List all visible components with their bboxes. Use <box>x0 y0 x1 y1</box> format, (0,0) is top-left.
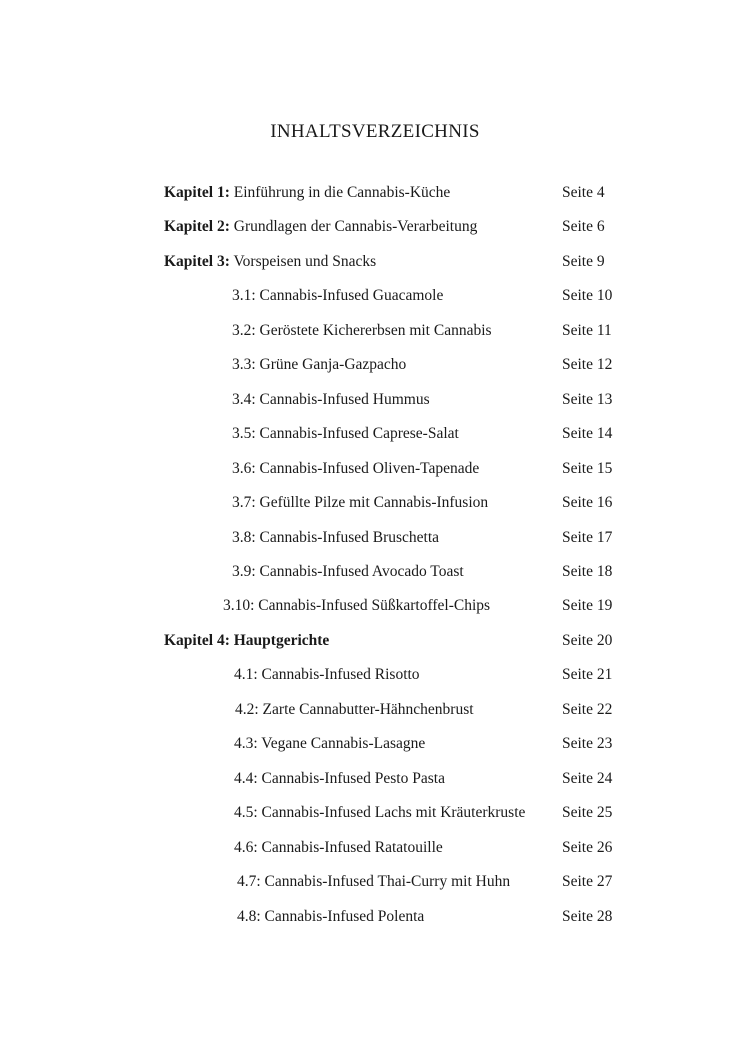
toc-section-row <box>0 906 750 928</box>
page-number: Seite 26 <box>562 839 613 856</box>
page-number: Seite 12 <box>562 356 613 373</box>
entry-text: 3.7: Gefüllte Pilze mit Cannabis-Infusion <box>232 494 489 511</box>
toc-entry-title <box>232 423 459 445</box>
toc-section-row <box>0 768 750 790</box>
toc-section-row <box>0 561 750 583</box>
page-number: Seite 25 <box>562 804 613 821</box>
entry-text: 3.9: Cannabis-Infused Avocado Toast <box>232 563 464 580</box>
page-number: Seite 13 <box>562 391 613 408</box>
toc-section-row <box>0 458 750 480</box>
toc-entry-title <box>232 561 464 583</box>
toc-entry-title <box>237 906 424 928</box>
toc-entry-title <box>232 285 443 307</box>
entry-text: 4.8: Cannabis-Infused Polenta <box>237 908 425 925</box>
toc-entry-title <box>234 837 443 859</box>
page-number: Seite 11 <box>562 322 612 339</box>
toc-entry-title <box>232 458 479 480</box>
page-number: Seite 17 <box>562 529 613 546</box>
toc-section-row <box>0 492 750 514</box>
entry-text: 3.10: Cannabis-Infused Süßkartoffel-Chips <box>223 597 491 614</box>
page-number: Seite 4 <box>562 184 605 201</box>
page-number: Seite 19 <box>562 597 613 614</box>
toc-section-row <box>0 320 750 342</box>
page-number: Seite 10 <box>562 287 613 304</box>
toc-chapter-row <box>0 216 750 238</box>
toc-section-row <box>0 527 750 549</box>
toc-entry-title <box>232 527 439 549</box>
entry-text: 3.4: Cannabis-Infused Hummus <box>232 391 430 408</box>
entry-text: 3.8: Cannabis-Infused Bruschetta <box>232 529 440 546</box>
page-number: Seite 15 <box>562 460 613 477</box>
toc-section-row <box>0 664 750 686</box>
toc-entry-title <box>234 733 425 755</box>
page-number: Seite 14 <box>562 425 613 442</box>
toc-section-row <box>0 354 750 376</box>
toc-entry-title <box>232 389 430 411</box>
toc-section-row <box>0 285 750 307</box>
entry-text: 4.1: Cannabis-Infused Risotto <box>234 666 420 683</box>
toc-entry-title <box>234 802 525 824</box>
toc-section-row <box>0 389 750 411</box>
entry-text: Einführung in die Cannabis-Küche <box>229 184 451 201</box>
page-number: Seite 9 <box>562 253 605 270</box>
toc-title: INHALTSVERZEICHNIS <box>270 121 480 142</box>
toc-entry-title <box>223 595 490 617</box>
entry-text: 3.2: Geröstete Kichererbsen mit Cannabis <box>232 322 492 339</box>
page-number: Seite 21 <box>562 666 613 683</box>
chapter-label: Kapitel 3: <box>164 253 230 270</box>
entry-text: 4.2: Zarte Cannabutter-Hähnchenbrust <box>235 701 474 718</box>
toc-entry-title <box>232 354 406 376</box>
entry-text: Vorspeisen und Snacks <box>229 253 377 270</box>
toc-entry-title <box>234 664 420 686</box>
page-number: Seite 28 <box>562 908 613 925</box>
entry-text: 3.1: Cannabis-Infused Guacamole <box>232 287 444 304</box>
toc-chapter-row <box>0 251 750 273</box>
page-number: Seite 24 <box>562 770 613 787</box>
toc-entry-title <box>232 492 488 514</box>
toc-chapter-row <box>0 630 750 652</box>
chapter-label: Kapitel 1: <box>164 184 230 201</box>
toc-entry-title <box>164 216 477 238</box>
page-number: Seite 18 <box>562 563 613 580</box>
page-number: Seite 16 <box>562 494 613 511</box>
toc-section-row <box>0 837 750 859</box>
chapter-label: Kapitel 4: Hauptgerichte <box>164 632 330 649</box>
toc-section-row <box>0 423 750 445</box>
toc-chapter-row <box>0 182 750 204</box>
toc-section-row <box>0 595 750 617</box>
page-number: Seite 27 <box>562 873 613 890</box>
page-number: Seite 22 <box>562 701 613 718</box>
toc-entry-title <box>234 768 445 790</box>
entry-text: 3.3: Grüne Ganja-Gazpacho <box>232 356 407 373</box>
entry-text: 4.5: Cannabis-Infused Lachs mit Kräuterkruste <box>234 804 526 821</box>
page-number: Seite 23 <box>562 735 613 752</box>
toc-entry-title <box>164 182 450 204</box>
toc-entry-title <box>164 251 376 273</box>
toc-section-row <box>0 871 750 893</box>
entry-text: Grundlagen der Cannabis-Verarbeitung <box>229 218 478 235</box>
toc-entry-title <box>237 871 510 893</box>
toc-entry-title <box>235 699 474 721</box>
toc-section-row <box>0 699 750 721</box>
toc-entry-title <box>164 630 329 652</box>
page-number: Seite 6 <box>562 218 605 235</box>
entry-text: 4.6: Cannabis-Infused Ratatouille <box>234 839 443 856</box>
entry-text: 3.6: Cannabis-Infused Oliven-Tapenade <box>232 460 480 477</box>
entry-text: 4.4: Cannabis-Infused Pesto Pasta <box>234 770 445 787</box>
chapter-label: Kapitel 2: <box>164 218 230 235</box>
entry-text: 4.7: Cannabis-Infused Thai-Curry mit Huhn <box>237 873 511 890</box>
toc-section-row <box>0 802 750 824</box>
toc-entry-title <box>232 320 492 342</box>
entry-text: 3.5: Cannabis-Infused Caprese-Salat <box>232 425 459 442</box>
page-number: Seite 20 <box>562 632 613 649</box>
entry-text: 4.3: Vegane Cannabis-Lasagne <box>234 735 426 752</box>
toc-section-row <box>0 733 750 755</box>
